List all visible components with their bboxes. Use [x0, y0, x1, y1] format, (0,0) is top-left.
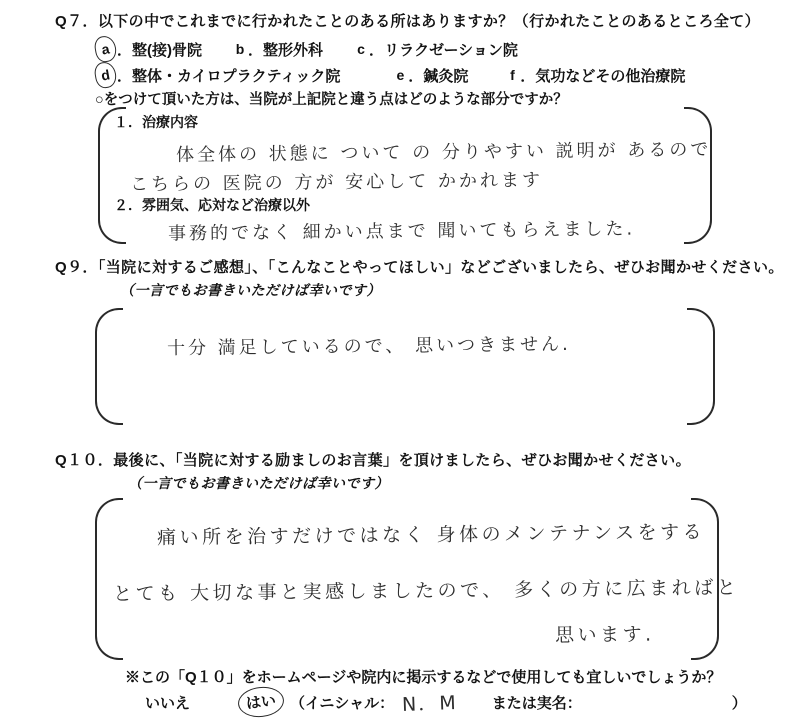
- option-label: 整形外科: [263, 41, 324, 59]
- q7-sub1-label: １．治療内容: [114, 114, 198, 130]
- letter-separator: ．: [520, 67, 536, 85]
- consent-option-no: いいえ: [145, 694, 191, 712]
- circle-mark-yes: [237, 685, 286, 719]
- q7-option-d: [95, 62, 340, 88]
- q7-sub1-handwritten-line1: 体全体の 状態に ついて の 分りやすい 説明が あるので: [175, 139, 712, 166]
- circle-mark-d: d: [93, 60, 118, 89]
- circle-mark-a: a: [93, 34, 118, 63]
- q9-answer-box: [95, 308, 715, 425]
- letter-separator: ．: [408, 67, 424, 85]
- letter-separator: ．: [369, 41, 385, 59]
- q7-option-c: [353, 39, 518, 60]
- q9-note: （一言でもお書きいただけば幸いです）: [120, 282, 381, 298]
- consent-option-yes: はい: [245, 692, 277, 713]
- right-bracket: [684, 107, 712, 244]
- option-letter: b: [235, 41, 245, 57]
- closing-paren: ）: [731, 694, 747, 712]
- initial-label: （イニシャル：: [290, 694, 395, 712]
- left-bracket: [95, 308, 123, 425]
- q10-handwritten-line2: とても 大切な事と実感しましたので、 多くの方に広まればと: [112, 576, 740, 606]
- initial-handwritten-value: N．M: [401, 691, 459, 716]
- option-label: 整体・カイロプラクティック院: [132, 67, 341, 85]
- consent-row: [145, 687, 747, 717]
- letter-separator: ．: [117, 41, 133, 59]
- q9-title: Q９．「当院に対するご感想」、「こんなことやってほしい」などございましたら、ぜひお聞かせください。: [55, 259, 784, 276]
- q7-followup-question: ○をつけて頂いた方は、当院が上記院と違う点はどのような部分ですか？: [95, 92, 568, 108]
- q7-title: Q７．以下の中でこれまでに行かれたことのある所はありますか？（行かれたことのあるところ全て）: [55, 13, 761, 30]
- q7-options-row2: [95, 62, 685, 88]
- q10-note: （一言でもお書きいただけば幸いです）: [128, 475, 389, 491]
- q10-handwritten-line1: 痛い所を治すだけではなく 身体のメンテナンスをする: [156, 521, 706, 549]
- option-label: 鍼灸院: [423, 67, 469, 85]
- q7-answer-box: [98, 107, 712, 244]
- q10-permission-question: ※この「Q１０」をホームページや院内に掲示するなどで使用しても宜しいでしょうか？: [125, 669, 722, 686]
- q10-answer-box: [95, 498, 740, 660]
- q7-option-a: [95, 36, 202, 62]
- q10-title: Q１０．最後に、「当院に対する励ましのお言葉」を頂けましたら、ぜひお聞かせください。: [55, 452, 691, 469]
- q7-sub2-handwritten: 事務的でなく 細かい点まで 聞いてもらえました.: [167, 218, 636, 245]
- q7-option-b: [232, 39, 323, 60]
- option-letter: c: [357, 41, 365, 57]
- letter-separator: ．: [248, 41, 264, 59]
- realname-label: または実名：: [491, 694, 582, 712]
- letter-separator: ．: [117, 67, 133, 85]
- q7-option-f: [504, 65, 685, 86]
- q7-sub2-label: ２．雰囲気、応対など治療以外: [114, 197, 310, 213]
- option-label: 整(接)骨院: [132, 41, 203, 59]
- option-label: リラクゼーション院: [384, 41, 518, 59]
- q7-options-row1: [95, 36, 518, 62]
- q7-option-e: [392, 65, 468, 86]
- q9-handwritten-answer: 十分 満足しているので、 思いつきません.: [166, 333, 571, 360]
- option-label: 気功などその他治療院: [535, 67, 686, 85]
- q10-handwritten-line3: 思います.: [554, 623, 655, 647]
- q7-sub1-handwritten-line2: こちらの 医院の 方が 安心して かかれます: [129, 169, 544, 196]
- option-letter: f: [510, 67, 515, 83]
- right-bracket: [687, 308, 715, 425]
- option-letter: e: [396, 67, 405, 83]
